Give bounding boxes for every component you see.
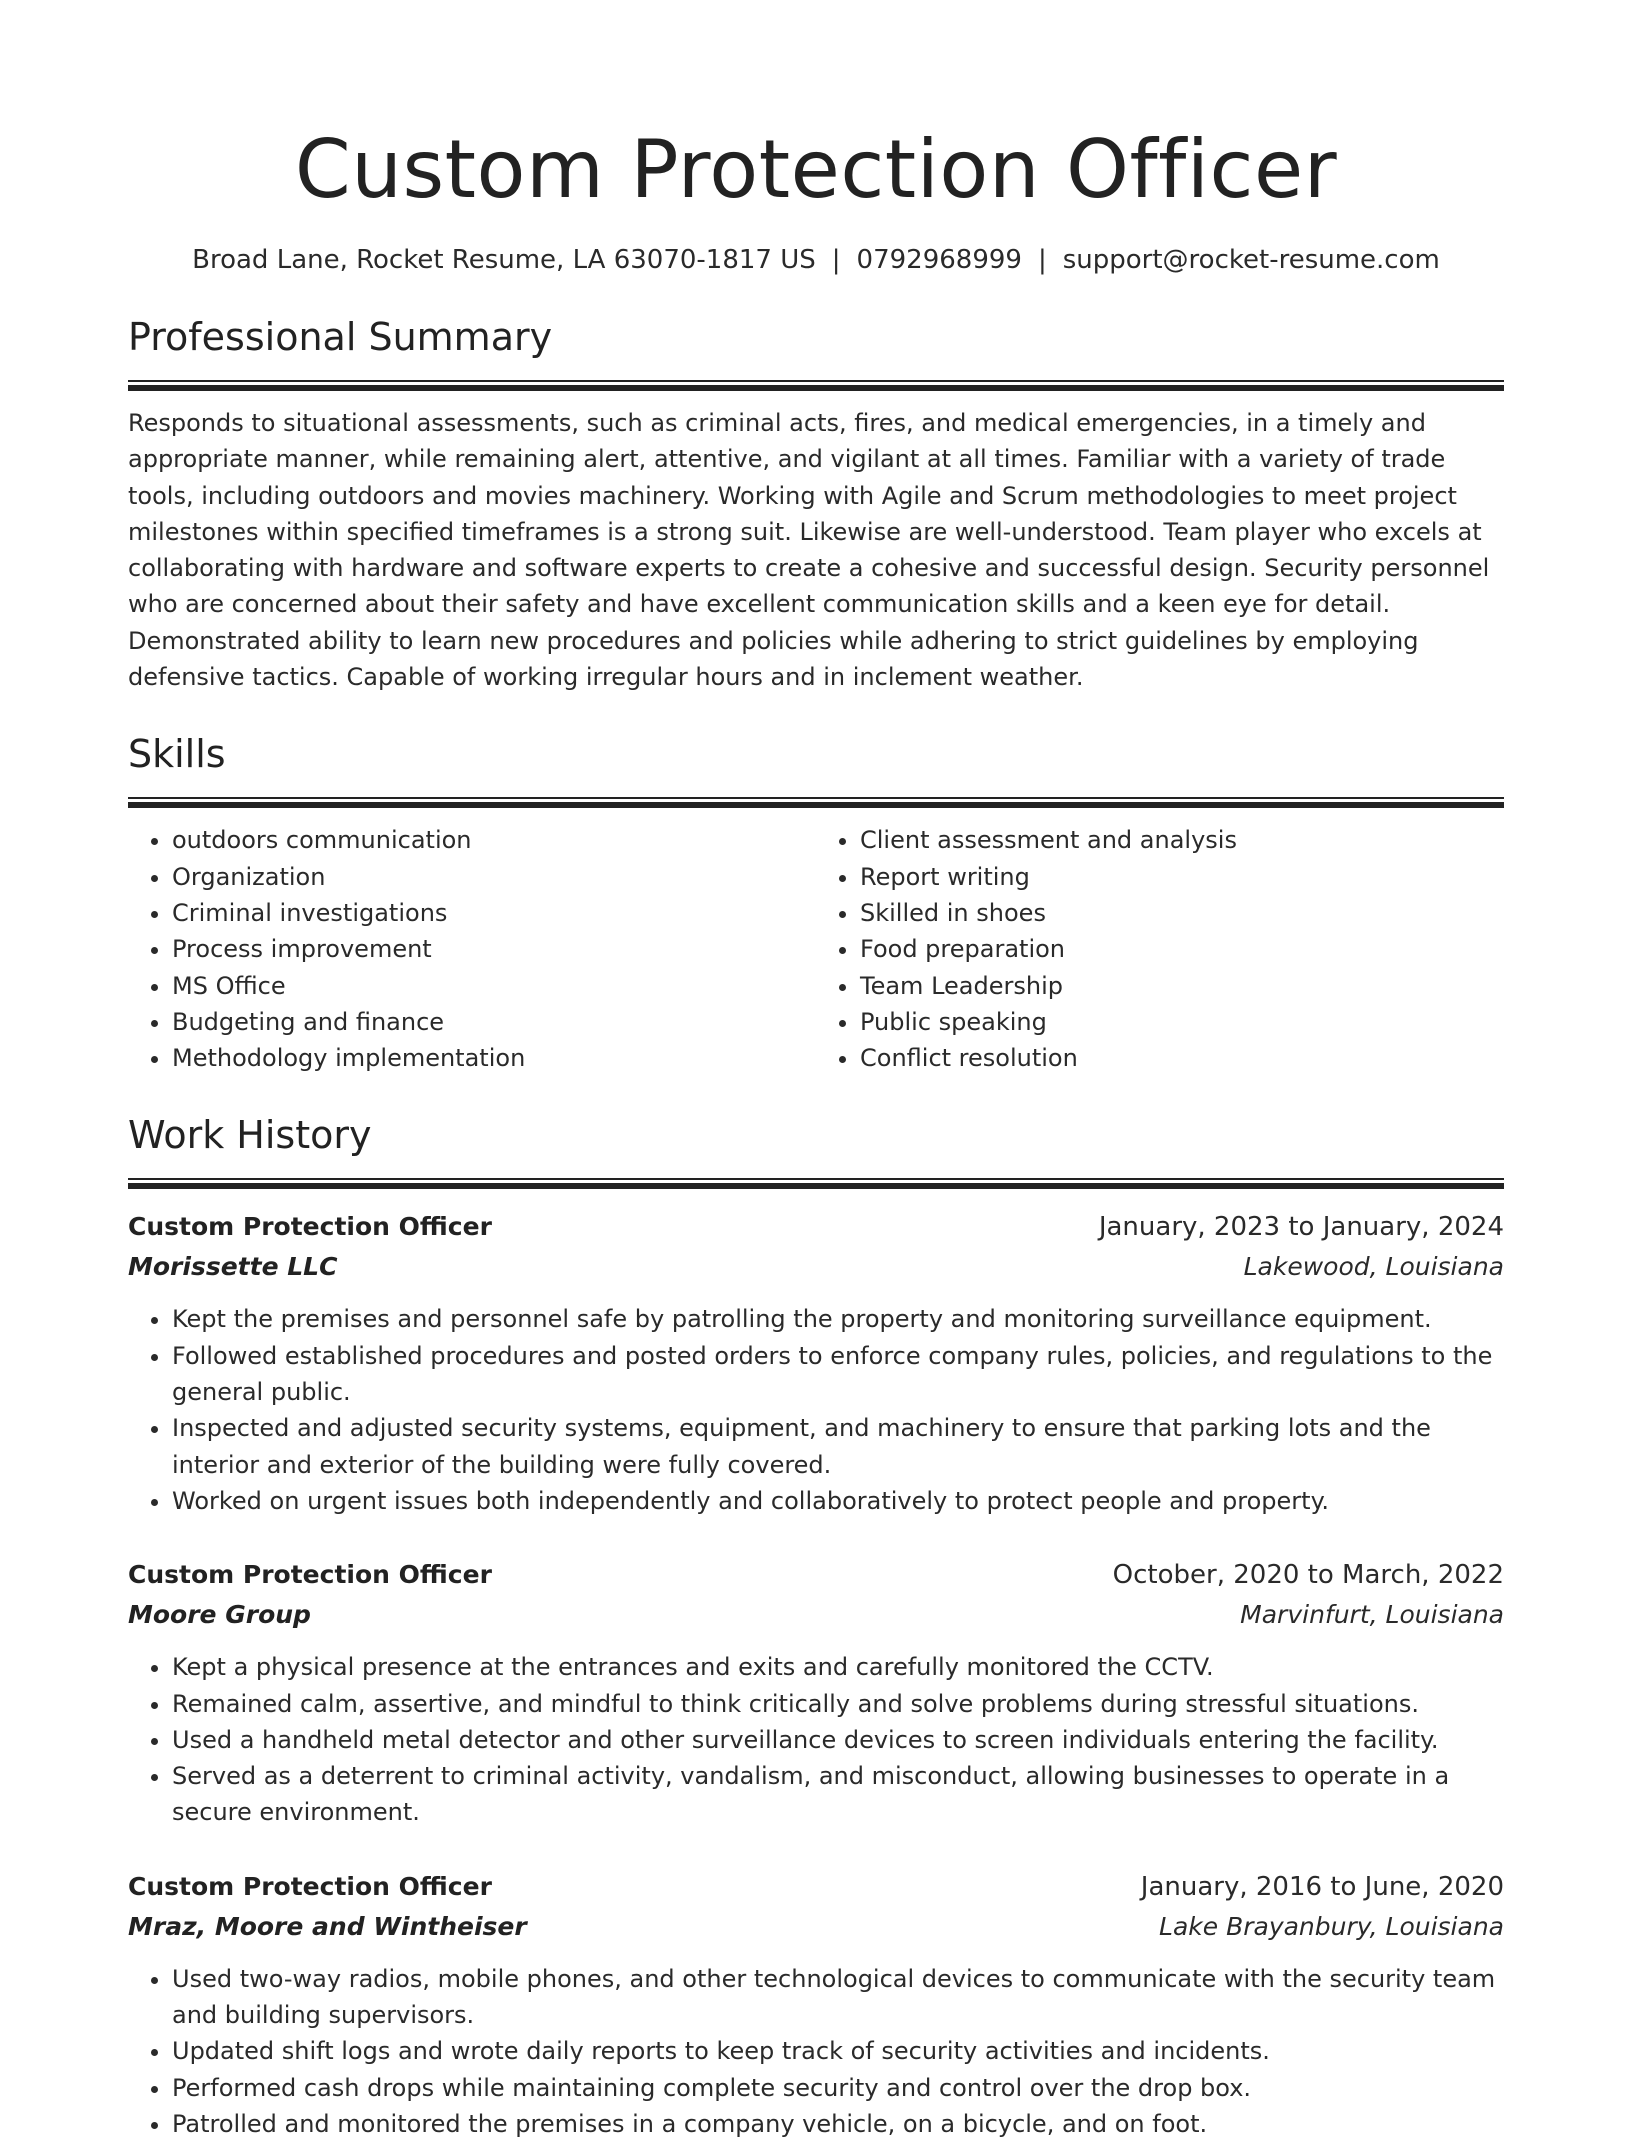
job-entry (128, 1555, 1504, 1830)
job-entry (128, 1207, 1504, 1519)
job-location: Lake Brayanbury, Louisiana (1159, 1911, 1504, 1941)
job-company: Morissette LLC (128, 1252, 338, 1282)
job-bullet: • Served as a deterrent to criminal activity, vandalism, and misconduct, allowing businesses to operate in a secure environment. (172, 1758, 1504, 1831)
contact-email: support@rocket-resume.com (1062, 245, 1440, 275)
job-title: Custom Protection Officer (128, 1871, 492, 1901)
job-bullets (128, 1301, 1504, 1519)
job-dates: January, 2016 to June, 2020 (1140, 1871, 1504, 1902)
contact-separator: | (1037, 245, 1047, 275)
job-header-row (128, 1867, 1504, 1907)
skills-columns (128, 822, 1504, 1076)
resume-name: Custom Protection Officer (294, 123, 1338, 216)
skill-item: • Team Leadership (860, 968, 1504, 1004)
job-company: Mraz, Moore and Wintheiser (128, 1911, 527, 1941)
work-history-heading: Work History (128, 1113, 372, 1158)
work-history-section (128, 1112, 1504, 2142)
skill-item: • Public speaking (860, 1004, 1504, 1040)
job-bullets (128, 1961, 1504, 2142)
job-location: Lakewood, Louisiana (1243, 1252, 1504, 1282)
section-divider (128, 797, 1504, 808)
job-bullet: • Used a handheld metal detector and other surveillance devices to screen individuals entering the facility. (172, 1722, 1504, 1758)
contact-separator: | (831, 245, 841, 275)
job-subheader-row (128, 1907, 1504, 1947)
skill-item: • outdoors communication (172, 822, 816, 858)
summary-section (128, 314, 1504, 695)
job-company: Moore Group (128, 1600, 311, 1630)
job-dates: January, 2023 to January, 2024 (1098, 1212, 1504, 1243)
job-bullet: • Updated shift logs and wrote daily reports to keep track of security activities and incidents. (172, 2033, 1504, 2069)
skill-item: • Process improvement (172, 931, 816, 967)
skill-item: • Organization (172, 859, 816, 895)
skills-list-right (816, 822, 1504, 1076)
section-divider (128, 1178, 1504, 1189)
summary-heading: Professional Summary (128, 315, 553, 359)
skill-item: • Food preparation (860, 931, 1504, 967)
job-bullet: • Inspected and adjusted security systems, equipment, and machinery to ensure that parking lots and the interior and exterior of the building were fully covered. (172, 1410, 1504, 1483)
job-title: Custom Protection Officer (128, 1560, 492, 1590)
job-bullet: • Performed cash drops while maintaining complete security and control over the drop box. (172, 2070, 1504, 2106)
skill-item: • Budgeting and finance (172, 1004, 816, 1040)
skill-item: • Conflict resolution (860, 1040, 1504, 1076)
skill-item: • Report writing (860, 859, 1504, 895)
skill-item: • Skilled in shoes (860, 895, 1504, 931)
summary-text: Responds to situational assessments, such as criminal acts, fires, and medical emergencies, in a timely and appropriate manner, while remaining alert, attentive, and vigilant at all times. Familiar with a variety of trade tools, including outdoors and movies machinery. Working with Agile and Scrum methodologies to meet project milestones within specified timeframes is a strong suit. Likewise are well-understood. Team player who excels at collaborating with hardware and software experts to create a cohesive and successful design. Security personnel who are concerned about their safety and have excellent communication skills and a keen eye for detail. Demonstrated ability to learn new procedures and policies while adhering to strict guidelines by employing defensive tactics. Capable of working irregular hours and in inclement weather. (128, 409, 1490, 692)
skills-list-left (128, 822, 816, 1076)
skill-item: • Criminal investigations (172, 895, 816, 931)
job-bullet: • Used two-way radios, mobile phones, and other technological devices to communicate with the security team and building supervisors. (172, 1961, 1504, 2034)
job-location: Marvinfurt, Louisiana (1240, 1600, 1504, 1630)
contact-phone: 0792968999 (856, 245, 1022, 275)
skill-item: • Client assessment and analysis (860, 822, 1504, 858)
job-header-row (128, 1207, 1504, 1247)
skills-section (128, 731, 1504, 1076)
section-divider (128, 380, 1504, 391)
contact-line (128, 242, 1504, 278)
job-subheader-row (128, 1595, 1504, 1635)
job-subheader-row (128, 1247, 1504, 1287)
job-header-row (128, 1555, 1504, 1595)
job-bullet: • Worked on urgent issues both independently and collaboratively to protect people and property. (172, 1483, 1504, 1519)
job-bullets (128, 1649, 1504, 1830)
job-dates: October, 2020 to March, 2022 (1112, 1560, 1504, 1591)
job-bullet: • Followed established procedures and posted orders to enforce company rules, policies, and regulations to the general public. (172, 1338, 1504, 1411)
skills-heading: Skills (128, 732, 226, 777)
job-entry (128, 1867, 1504, 2142)
job-bullet: • Remained calm, assertive, and mindful to think critically and solve problems during stressful situations. (172, 1686, 1504, 1722)
skill-item: • MS Office (172, 968, 816, 1004)
skill-item: • Methodology implementation (172, 1040, 816, 1076)
job-title: Custom Protection Officer (128, 1212, 492, 1242)
job-bullet: • Patrolled and monitored the premises in a company vehicle, on a bicycle, and on foot. (172, 2106, 1504, 2142)
job-bullet: • Kept a physical presence at the entrances and exits and carefully monitored the CCTV. (172, 1649, 1504, 1685)
contact-address: Broad Lane, Rocket Resume, LA 63070-1817 US (192, 245, 816, 275)
job-bullet: • Kept the premises and personnel safe by patrolling the property and monitoring surveillance equipment. (172, 1301, 1504, 1337)
